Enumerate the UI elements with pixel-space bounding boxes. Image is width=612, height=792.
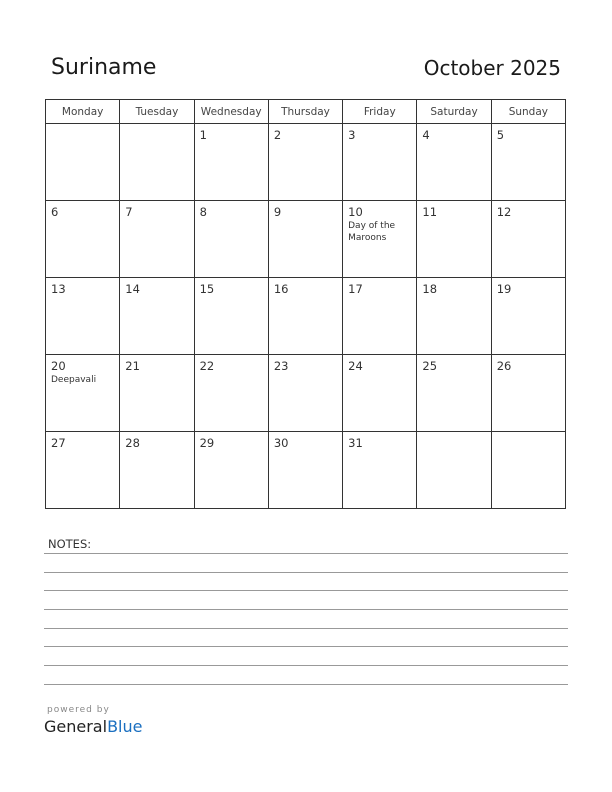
weekday-saturday: Saturday [417,100,491,124]
month-title: October 2025 [423,56,561,80]
day-cell [417,124,491,201]
day-number: 20 [51,359,66,373]
day-cell [194,124,268,201]
day-number: 31 [348,436,363,450]
note-line [44,590,568,591]
day-cell [343,355,417,432]
day-number: 10 [348,205,363,219]
day-number: 25 [422,359,438,373]
day-number: 18 [422,282,438,296]
country-title: Suriname [51,55,157,80]
calendar-body [46,124,566,509]
brand-general: General [44,717,108,736]
day-cell [491,355,565,432]
day-number: 23 [273,359,289,373]
week-row [46,355,566,432]
day-number: 17 [348,282,363,296]
day-number [46,124,119,128]
day-cell [120,432,194,509]
day-cell [491,278,565,355]
day-number: 28 [125,436,140,450]
day-number: 24 [348,359,363,373]
day-cell [194,432,268,509]
day-cell [417,355,491,432]
week-row [46,432,566,509]
day-number: 13 [51,282,66,296]
notes-label: NOTES: [48,537,92,551]
holiday-label: Deepavali [51,375,97,385]
day-number: 5 [496,128,505,142]
powered-by-text: powered by [47,705,110,715]
day-number: 7 [125,205,133,219]
weekday-tuesday: Tuesday [120,100,194,124]
day-cell [491,124,565,201]
weekday-thursday: Thursday [268,100,342,124]
day-cell [120,355,194,432]
day-cell [46,278,120,355]
week-row [46,124,566,201]
day-cell [268,124,342,201]
day-number: 1 [199,128,207,142]
note-line [44,628,568,629]
day-number: 16 [273,282,289,296]
day-cell [417,432,491,509]
note-line [44,684,568,685]
day-cell [268,278,342,355]
weekday-wednesday: Wednesday [194,100,268,124]
day-cell [46,355,120,432]
day-number: 12 [496,205,512,219]
day-cell [343,432,417,509]
day-number [120,124,193,128]
weekday-header-row [46,100,566,124]
day-number: 3 [348,128,356,142]
day-cell [268,355,342,432]
day-number: 21 [125,359,140,373]
calendar-grid [45,99,566,509]
day-cell [343,278,417,355]
weekday-monday: Monday [46,100,120,124]
day-cell [120,278,194,355]
note-line [44,646,568,647]
day-number: 22 [199,359,215,373]
weekday-sunday: Sunday [491,100,565,124]
day-number [417,432,490,436]
day-cell [491,432,565,509]
week-row [46,201,566,278]
day-cell [417,201,491,278]
brand-logo[interactable] [44,717,142,736]
day-number: 14 [125,282,140,296]
day-number [492,432,565,436]
day-cell [120,201,194,278]
day-cell [194,201,268,278]
note-line [44,553,568,554]
holiday-label: Day of the Maroons [348,221,396,243]
day-number: 27 [51,436,66,450]
weekday-friday: Friday [343,100,417,124]
day-cell [268,432,342,509]
note-line [44,572,568,573]
day-number: 11 [422,205,438,219]
day-cell [268,201,342,278]
day-cell [46,432,120,509]
day-cell [46,201,120,278]
day-number: 30 [273,436,289,450]
day-cell [343,201,417,278]
day-cell [491,201,565,278]
note-line [44,609,568,610]
brand-blue: Blue [107,717,143,736]
day-number: 9 [273,205,282,219]
day-number: 6 [51,205,59,219]
day-number: 29 [199,436,215,450]
day-number: 26 [496,359,512,373]
day-number: 19 [496,282,512,296]
day-number: 15 [199,282,215,296]
day-cell [120,124,194,201]
day-number: 2 [273,128,282,142]
day-cell [194,355,268,432]
day-cell [343,124,417,201]
week-row [46,278,566,355]
day-number: 4 [422,128,430,142]
day-cell [46,124,120,201]
day-cell [194,278,268,355]
day-cell [417,278,491,355]
day-number: 8 [199,205,207,219]
note-line [44,665,568,666]
